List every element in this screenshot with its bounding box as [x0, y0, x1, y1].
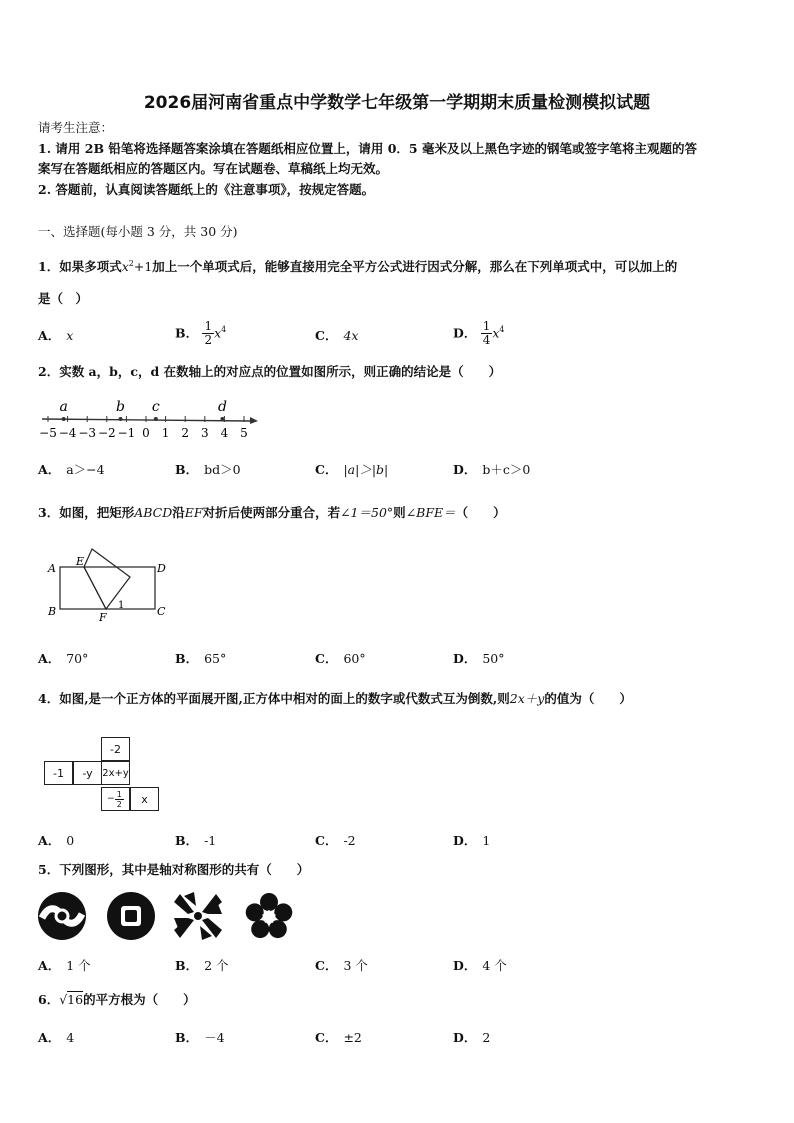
q5-option-a[interactable]: A． 1 个: [38, 958, 91, 973]
number-line-tick-label: 4: [220, 426, 229, 440]
net-cell: -y: [73, 761, 102, 785]
q3-option-b[interactable]: B． 65°: [175, 651, 227, 666]
label-b: B: [48, 605, 57, 618]
number-line-point-label: c: [151, 399, 160, 415]
q5-option-c[interactable]: C． 3 个: [315, 958, 368, 973]
q3-option-c[interactable]: C． 60°: [315, 651, 366, 666]
q1-option-b[interactable]: B． $\frac{1}{2}$ $x^4$: [175, 319, 227, 347]
q1-option-d[interactable]: D． $\frac{1}{4}$ $x^4$: [453, 319, 505, 347]
q2-stem: 2．实数 a，b，c，d 在数轴上的对应点的位置如图所示，则正确的结论是（ ）: [38, 364, 502, 379]
label-c: C: [157, 605, 166, 618]
number-line-point: [220, 417, 224, 421]
number-line-tick-label: 1: [161, 426, 170, 440]
sqrt-symbol: √16: [59, 992, 84, 1007]
label-f: F: [99, 611, 107, 624]
q1-option-a[interactable]: A． x: [38, 328, 74, 343]
q1-stem-line2: 是（ ）: [38, 291, 89, 306]
label-e: E: [76, 555, 85, 568]
net-cell: -1: [44, 761, 73, 785]
symmetry-figures: [37, 890, 297, 942]
label-a: A: [48, 562, 56, 575]
number-line-point-label: a: [59, 399, 68, 415]
number-line-tick-label: −2: [97, 426, 116, 440]
knot-icon: [174, 892, 222, 940]
q1-option-c[interactable]: C． 4x: [315, 328, 359, 343]
notice-line-1a: 1. 请用 2B 铅笔将选择题答案涂填在答题纸相应位置上，请用 0．5 毫米及以上黑色字迹的钢笔或签字笔将主观题的答: [38, 141, 697, 156]
q4-option-a[interactable]: A． 0: [38, 833, 75, 848]
label-d: D: [157, 562, 166, 575]
number-line-tick-label: 5: [240, 426, 248, 440]
q6-option-c[interactable]: C． ±2: [315, 1030, 362, 1045]
number-line-tick-label: 3: [200, 426, 209, 440]
number-line-tick-label: 0: [142, 426, 150, 440]
number-line-tick-label: −4: [58, 426, 77, 440]
number-line-tick-label: −3: [78, 426, 97, 440]
label-angle-1: 1: [118, 600, 125, 611]
q2-option-b[interactable]: B． bd＞0: [175, 462, 241, 477]
number-line-tick-label: −5: [39, 426, 57, 440]
q3-option-a[interactable]: A． 70°: [38, 651, 89, 666]
net-cell: 2x+y: [101, 761, 130, 785]
q2-option-c[interactable]: C． |a|＞|b|: [315, 462, 389, 477]
q4-option-d[interactable]: D． 1: [453, 833, 491, 848]
notice-line-2: 2. 答题前，认真阅读答题纸上的《注意事项》，按规定答题。: [38, 182, 375, 197]
q4-option-c[interactable]: C． -2: [315, 833, 356, 848]
wave-circle-icon: [38, 892, 86, 940]
net-cell-fraction: − $\frac{1}{2}$: [101, 787, 130, 811]
rectangle-fold-figure: [44, 543, 174, 625]
q1-stem: 1．如果多项式$x^2+1$加上一个单项式后，能够直接用完全平方公式进行因式分解，那么在下列单项式中，可以加上的: [38, 259, 678, 275]
number-line-figure: [36, 395, 266, 443]
notice-line-1b: 案写在答题纸相应的答题区内。写在试题卷、草稿纸上均无效。: [38, 161, 389, 176]
number-line-tick-label: 2: [181, 426, 190, 440]
q2-option-d[interactable]: D． b＋c＞0: [453, 462, 531, 477]
net-cell: x: [130, 787, 159, 811]
q6-stem: 6．√16的平方根为（ ）: [38, 992, 196, 1007]
pentagon-flower-icon: [246, 893, 293, 938]
q6-option-a[interactable]: A． 4: [38, 1030, 75, 1045]
page-title: 2026届河南省重点中学数学七年级第一学期期末质量检测模拟试题: [143, 93, 651, 113]
q5-stem: 5．下列图形，其中是轴对称图形的共有（ ）: [38, 862, 310, 877]
notice-heading: 请考生注意：: [38, 120, 114, 135]
q2-option-a[interactable]: A． a＞−4: [38, 462, 105, 477]
net-cell: -2: [101, 737, 130, 761]
number-line-point: [62, 417, 66, 421]
q5-option-d[interactable]: D． 4 个: [453, 958, 507, 973]
q3-option-d[interactable]: D． 50°: [453, 651, 505, 666]
q4-option-b[interactable]: B． -1: [175, 833, 217, 848]
number-line-point: [154, 417, 158, 421]
number-line-tick-label: −1: [117, 426, 136, 440]
q4-stem: 4．如图,是一个正方体的平面展开图,正方体中相对的面上的数字或代数式互为倒数,则2x＋y的值为（ ）: [38, 691, 632, 706]
q3-stem: 3．如图，把矩形ABCD沿EF对折后使两部分重合，若∠1＝50°则∠BFE＝（ ）: [38, 505, 506, 520]
q6-option-d[interactable]: D． 2: [453, 1030, 491, 1045]
q5-option-b[interactable]: B． 2 个: [175, 958, 229, 973]
square-coin-icon: [107, 892, 155, 940]
number-line-point-label: b: [116, 399, 126, 415]
q6-option-b[interactable]: B． －4: [175, 1030, 225, 1045]
number-line-point: [119, 417, 123, 421]
section-heading: 一、选择题(每小题 3 分，共 30 分): [38, 224, 238, 239]
number-line-point-label: d: [217, 399, 227, 415]
